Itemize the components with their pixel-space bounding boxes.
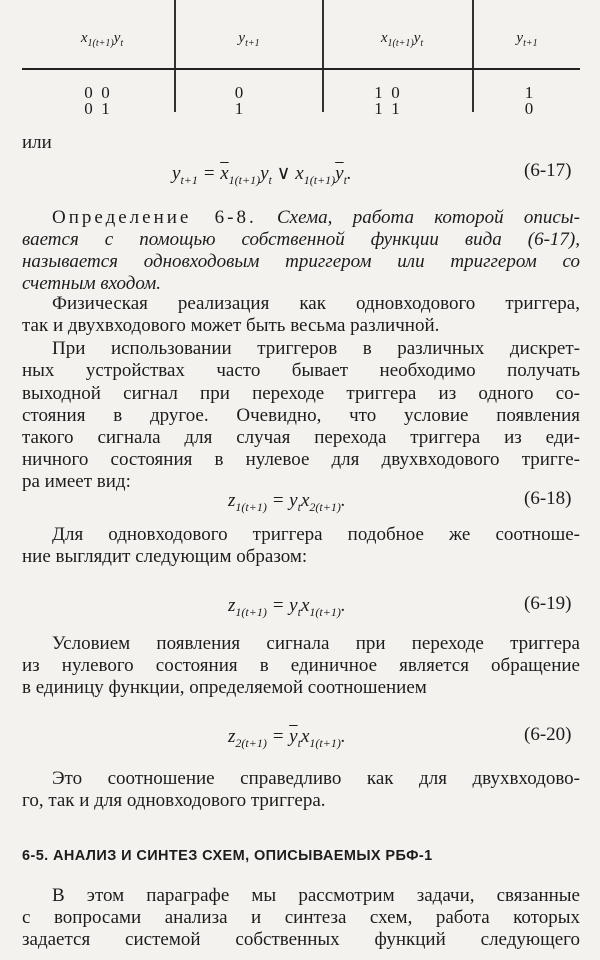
table-header-x1y: $x_{1(t+1)}y_t$ — [380, 30, 424, 49]
definition-label: Определение 6-8. — [52, 207, 257, 228]
equation-6-20: $z_{2(t+1)} = \overline{y}_tx_{1(t+1)}$. — [228, 726, 346, 750]
table-header-x1y: $x_{1(t+1)}y_t$ — [80, 30, 124, 49]
section-heading: 6-5. АНАЛИЗ И СИНТЕЗ СХЕМ, ОПИСЫВАЕМЫХ РБФ-1 — [22, 848, 433, 864]
table-divider — [472, 0, 474, 112]
paragraph-line: го, так и для одновходового триггера. — [22, 790, 326, 811]
table-header-rule — [22, 68, 580, 70]
paragraph-line: такого сигнала для случая перехода триггера из еди- — [22, 427, 580, 448]
paragraph-line: В этом параграфе мы рассмотрим задачи, связанные — [52, 885, 580, 906]
equation-number: (6-20) — [524, 724, 572, 745]
paragraph-line: в единицу функции, определяемой соотношением — [22, 677, 427, 698]
definition-line: называется одновходовым триггером или триггером со — [22, 251, 580, 272]
equation-6-17: $y_{t+1} = \overline{x}_{1(t+1)}y_t$ ∨ $x_{1(t+1)}\overline{y}_t$. — [172, 163, 352, 187]
equation-number: (6-18) — [524, 488, 572, 509]
table-cell: 1 — [524, 83, 534, 102]
paragraph-line: ничного состояния в нулевое для двухвходового тригге- — [22, 449, 580, 470]
table-cell: 1 — [234, 99, 244, 118]
paragraph-line: ра имеет вид: — [22, 471, 131, 492]
table-header-yt1: $y_{t+1}$ — [238, 30, 260, 49]
paragraph-line: выходной сигнал при переходе триггера из одного со- — [22, 383, 580, 404]
table-cell: 0 — [234, 83, 244, 102]
equation-6-18: $z_{1(t+1)} = y_tx_{2(t+1)}$. — [228, 490, 346, 514]
equation-number: (6-19) — [524, 593, 572, 614]
or-word: или — [22, 132, 52, 153]
paragraph-line: Это соотношение справедливо как для двухвходово- — [52, 768, 580, 789]
definition-text: Схема, работа которой описы- — [276, 207, 581, 228]
paragraph-line: с вопросами анализа и синтеза схем, работа которых — [22, 907, 580, 928]
paragraph-line: Для одновходового триггера подобное же соотноше- — [52, 524, 580, 545]
paragraph-line: задается системой собственных функций следующего — [22, 929, 580, 950]
table-cell: 0 0 — [84, 83, 110, 102]
definition-line: вается с помощью собственной функции вида (6-17), — [22, 229, 580, 250]
truth-table — [22, 0, 580, 118]
equation-number: (6-17) — [524, 160, 572, 181]
equation-6-19: $z_{1(t+1)} = y_tx_{1(t+1)}$. — [228, 595, 346, 619]
table-divider — [322, 0, 324, 112]
table-header-yt1: $y_{t+1}$ — [516, 30, 538, 49]
definition-line — [52, 207, 580, 229]
table-cell: 0 — [524, 99, 534, 118]
paragraph-line: При использовании триггеров в различных дискрет- — [52, 338, 580, 359]
table-cell: 0 1 — [84, 99, 110, 118]
table-cell: 1 0 — [374, 83, 400, 102]
paragraph-line: ных устройствах часто бывает необходимо получать — [22, 360, 580, 381]
paragraph-line: ние выглядит следующим образом: — [22, 546, 308, 567]
paragraph-line: так и двухвходового может быть весьма различной. — [22, 315, 440, 336]
paragraph-line: Физическая реализация как одновходового триггера, — [52, 293, 580, 314]
paragraph-line: стояния в другое. Очевидно, что условие появления — [22, 405, 580, 426]
table-divider — [174, 0, 176, 112]
definition-line: счетным входом. — [22, 273, 162, 294]
paragraph-line: из нулевого состояния в единичное является обращение — [22, 655, 580, 676]
paragraph-line: Условием появления сигнала при переходе триггера — [52, 633, 580, 654]
table-cell: 1 1 — [374, 99, 400, 118]
